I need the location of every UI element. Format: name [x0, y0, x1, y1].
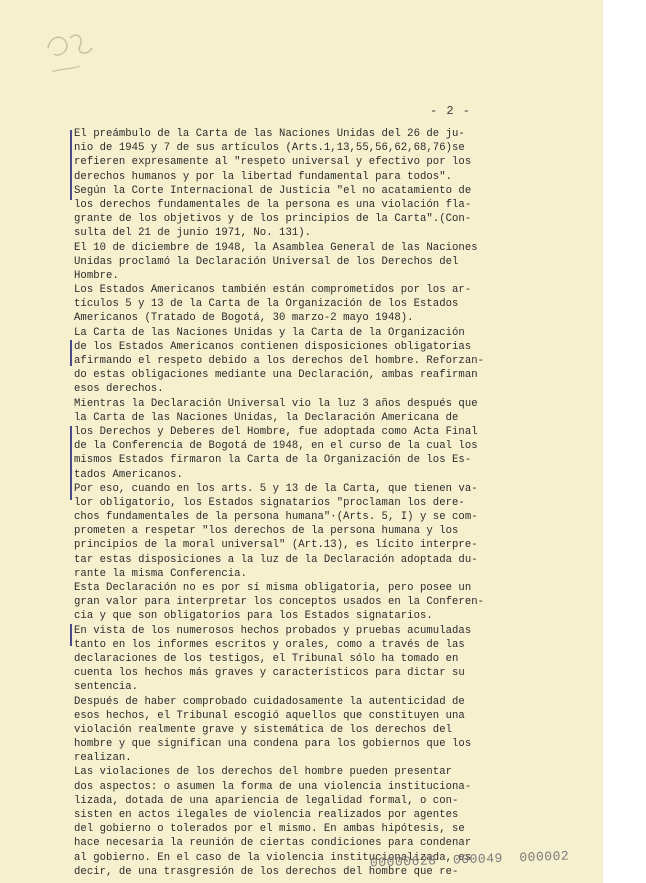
text-line: principios de la moral universal" (Art.13), es lícito interpre-: [74, 539, 478, 552]
text-line: realizan.: [74, 752, 132, 765]
text-line: El 10 de diciembre de 1948, la Asamblea General de las Naciones: [74, 241, 478, 254]
text-line: En vista de los numerosos hechos probados y pruebas acumuladas: [74, 624, 472, 637]
text-line: del gobierno o tolerados por el mismo. En ambas hipótesis, se: [74, 823, 465, 836]
text-line: Según la Corte Internacional de Justicia "el no acatamiento de: [74, 184, 472, 197]
text-line: mismos Estados firmaron la Carta de la Organización de los Es-: [74, 454, 472, 467]
archive-stamp: 00000628 000049 000002: [369, 848, 570, 871]
margin-mark: [70, 130, 72, 200]
text-line: los Derechos y Deberes del Hombre, fue adoptada como Acta Final: [74, 425, 478, 438]
text-line: de la Conferencia de Bogotá de 1948, en el curso de la cual los: [74, 440, 478, 453]
text-line: tar estas disposiciones a la luz de la Declaración adoptada du-: [74, 553, 478, 566]
text-line: de los Estados Americanos contienen disposiciones obligatorias: [74, 340, 472, 353]
text-line: sentencia.: [74, 681, 139, 694]
text-line: Los Estados Americanos también están comprometidos por los ar-: [74, 284, 472, 297]
text-line: la Carta de las Naciones Unidas, la Declaración Americana de: [74, 411, 459, 424]
handwritten-mark-icon: [40, 28, 110, 98]
text-line: los derechos fundamentales de la persona es una violación fla-: [74, 198, 472, 211]
text-line: lizada, dotada de una apariencia de legalidad formal, o con-: [74, 794, 459, 807]
text-line: Las violaciones de los derechos del hombre pueden presentar: [74, 766, 453, 779]
text-line: tados Americanos.: [74, 468, 183, 481]
text-line: lor obligatorio, los Estados signatarios "proclaman los dere-: [74, 496, 465, 509]
text-line: sulta del 21 de junio 1971, No. 131).: [74, 227, 312, 240]
document-body: [74, 127, 594, 879]
text-line: Por eso, cuando en los arts. 5 y 13 de la Carta, que tienen va-: [74, 482, 478, 495]
text-line: dos aspectos: o asumen la forma de una violencia instituciona-: [74, 780, 472, 793]
text-line: prometen a respetar "los derechos de la persona humana y los: [74, 525, 459, 538]
text-line: gran valor para interpretar los conceptos usados en la Conferen-: [74, 596, 485, 609]
text-line: cia y que son obligatorios para los Estados signatarios.: [74, 610, 433, 623]
margin-mark: [70, 340, 72, 366]
text-line: hombre y que significan una condena para los gobiernos que los: [74, 738, 472, 751]
page-edge: [603, 0, 646, 883]
page-number: - 2 -: [430, 104, 472, 118]
text-line: derechos humanos y por la libertad fundamental para todos".: [74, 170, 453, 183]
text-line: cuenta los hechos más graves y característicos para dictar su: [74, 667, 465, 680]
text-line: Hombre.: [74, 269, 119, 282]
text-line: al gobierno. En el caso de la violencia institucionalizada, es: [74, 851, 472, 864]
text-line: decir, de una trasgresión de los derechos del hombre que re-: [74, 865, 459, 878]
text-line: refieren expresamente al "respeto universal y efectivo por los: [74, 156, 472, 169]
text-line: Mientras la Declaración Universal vio la luz 3 años después que: [74, 397, 478, 410]
text-line: afirmando el respeto debido a los derechos del hombre. Reforzan-: [74, 355, 485, 367]
text-line: La Carta de las Naciones Unidas y la Carta de la Organización: [74, 326, 465, 339]
margin-mark: [70, 426, 72, 500]
text-line: esos hechos, el Tribunal escogió aquellos que constituyen una: [74, 709, 465, 722]
text-line: sisten en actos ilegales de violencia realizados por agentes: [74, 809, 459, 821]
text-line: Después de haber comprobado cuidadosamente la autenticidad de: [74, 695, 465, 708]
text-line: do estas obligaciones mediante una Declaración, ambas reafirman: [74, 369, 478, 382]
margin-mark: [70, 624, 72, 646]
text-line: Esta Declaración no es por sí misma obligatoria, pero posee un: [74, 582, 472, 594]
text-line: violación realmente grave y sistemática de los derechos del: [74, 723, 453, 736]
text-line: chos fundamentales de la persona humana"·(Arts. 5, I) y se com-: [74, 511, 478, 524]
text-line: Americanos (Tratado de Bogotá, 30 marzo-2 mayo 1948).: [74, 312, 414, 325]
text-line: nio de 1945 y 7 de sus artículos (Arts.1,13,55,56,62,68,76)se: [74, 142, 465, 155]
text-line: Unidas proclamó la Declaración Universal de los Derechos del: [74, 255, 459, 268]
text-line: tículos 5 y 13 de la Carta de la Organización de los Estados: [74, 298, 459, 311]
text-line: declaraciones de los testigos, el Tribunal sólo ha tomado en: [74, 652, 459, 665]
text-line: grante de los objetivos y de los principios de la Carta".(Con-: [74, 213, 472, 226]
text-line: tanto en los informes escritos y orales, como a través de las: [74, 638, 465, 651]
text-line: El preámbulo de la Carta de las Naciones Unidas del 26 de ju-: [74, 128, 465, 140]
text-line: esos derechos.: [74, 383, 164, 396]
text-line: hace necesaria la reunión de ciertas condiciones para condenar: [74, 837, 472, 850]
text-line: rante la misma Conferencia.: [74, 567, 247, 580]
